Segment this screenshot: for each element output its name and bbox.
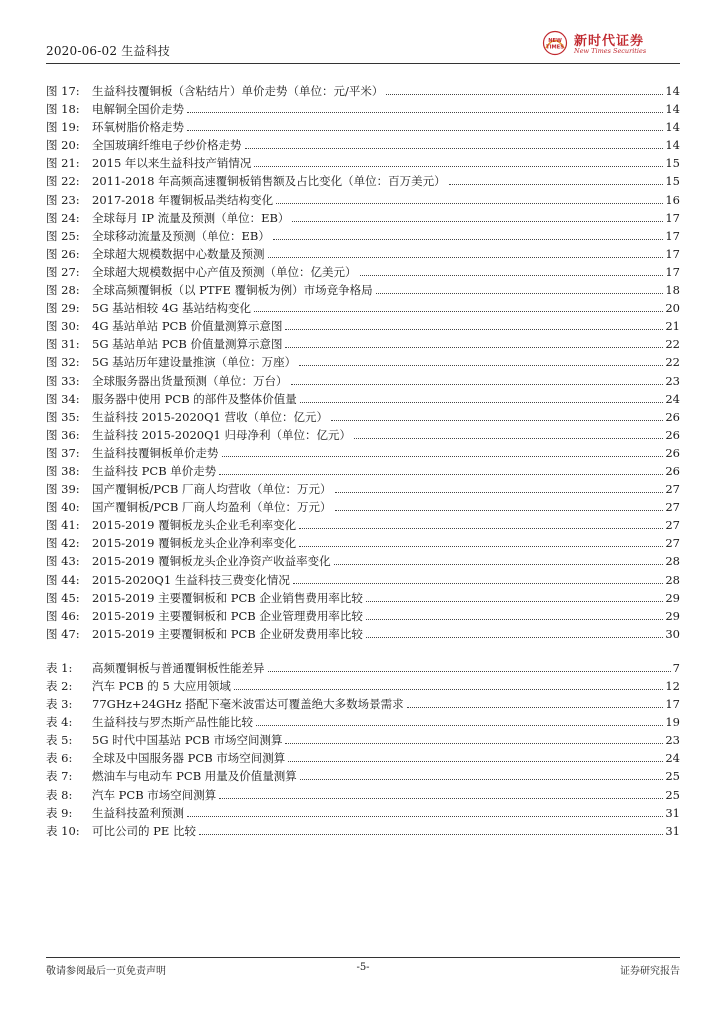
dot-leader: [300, 779, 664, 780]
table-entry-page: 17: [665, 697, 680, 712]
figure-entry[interactable]: [46, 354, 680, 372]
figure-entry-page: 14: [665, 84, 680, 98]
table-of-contents: [46, 83, 680, 841]
dot-leader: [285, 329, 663, 330]
figure-entry-title: 2015-2019 覆铜板龙头企业净利率变化: [92, 536, 297, 551]
figure-entry-number: 图 22:: [46, 174, 80, 189]
figure-entry-page: 26: [665, 427, 680, 442]
dot-leader: [366, 601, 663, 602]
figure-entry[interactable]: [46, 463, 680, 481]
figure-entry[interactable]: [46, 409, 680, 427]
figure-entry-title: 全球超大规模数据中心产值及预测（单位：亿美元）: [92, 264, 357, 279]
figure-entry-page: 27: [665, 518, 680, 533]
table-entry-title: 汽车 PCB 的 5 大应用领域: [92, 679, 231, 693]
figure-entry-number: 图 30:: [46, 319, 80, 334]
figure-entry[interactable]: [46, 535, 680, 553]
dot-leader: [449, 184, 664, 185]
figure-entry[interactable]: [46, 210, 680, 228]
figure-entry[interactable]: [46, 101, 680, 119]
figure-entry-number: 图 29:: [46, 301, 80, 316]
figure-entry-number: 图 39:: [46, 482, 80, 497]
figure-entry-title: 2015-2019 覆铜板龙头企业净资产收益率变化: [92, 554, 331, 569]
dot-leader: [291, 384, 664, 385]
figure-entry[interactable]: [46, 590, 680, 608]
dot-leader: [199, 834, 663, 835]
figure-entry-title: 生益科技 PCB 单价走势: [92, 463, 217, 478]
figure-entry[interactable]: [46, 608, 680, 626]
figure-entry-page: 20: [665, 301, 680, 316]
dot-leader: [219, 798, 663, 799]
table-entry-number: 表 8:: [46, 787, 73, 802]
table-entry[interactable]: [46, 732, 680, 750]
brand-subtitle: New Times Securities: [574, 47, 647, 55]
figure-entry[interactable]: [46, 499, 680, 517]
figure-entry[interactable]: [46, 427, 680, 445]
figure-entry-page: 29: [665, 608, 680, 623]
figure-entry-page: 17: [665, 228, 680, 243]
figure-entry-number: 图 36:: [46, 427, 80, 442]
dot-leader: [187, 130, 663, 131]
dot-leader: [293, 583, 664, 584]
figure-entry-number: 图 33:: [46, 373, 80, 388]
dot-leader: [288, 761, 663, 762]
figure-entry-number: 图 31:: [46, 337, 80, 352]
table-entry[interactable]: [46, 823, 680, 841]
figure-entry-page: 18: [665, 283, 680, 298]
figure-entry-title: 5G 基站相较 4G 基站结构变化: [92, 301, 251, 316]
table-entry-number: 表 6:: [46, 751, 73, 766]
dot-leader: [366, 637, 663, 638]
figure-entry-page: 15: [665, 156, 680, 171]
figure-entry-title: 服务器中使用 PCB 的部件及整体价值量: [92, 391, 297, 406]
table-entry[interactable]: [46, 696, 680, 714]
figure-entry-title: 2015-2020Q1 生益科技三费变化情况: [92, 572, 290, 587]
dot-leader: [407, 707, 664, 708]
table-entry[interactable]: [46, 768, 680, 786]
figure-entry-page: 17: [665, 264, 680, 279]
dot-leader: [273, 239, 664, 240]
table-entry-title: 燃油车与电动车 PCB 用量及价值量测算: [92, 769, 297, 784]
figure-entry[interactable]: [46, 246, 680, 264]
figure-entry[interactable]: [46, 336, 680, 354]
figure-entry-number: 图 37:: [46, 445, 80, 460]
figure-entry-number: 图 32:: [46, 355, 80, 370]
figure-entry-page: 16: [665, 192, 680, 207]
figure-entry-number: 图 26:: [46, 246, 80, 261]
brand-logo: [540, 28, 680, 58]
figure-entry-number: 图 17:: [46, 84, 80, 98]
report-type: 证券研究报告: [620, 966, 680, 977]
section-gap: [46, 644, 680, 660]
figure-entry[interactable]: [46, 626, 680, 644]
figure-entry-number: 图 18:: [46, 102, 80, 117]
dot-leader: [285, 743, 663, 744]
table-entry[interactable]: [46, 750, 680, 768]
table-entry-page: 19: [665, 715, 680, 730]
new-times-logo-icon: [540, 30, 570, 56]
table-entry-page: 31: [665, 823, 680, 838]
figure-entry[interactable]: [46, 445, 680, 463]
brand-name: 新时代证券: [574, 34, 645, 49]
table-entry[interactable]: [46, 678, 680, 696]
figure-entry-title: 全国玻璃纤维电子纱价格走势: [92, 138, 242, 153]
dot-leader: [268, 671, 671, 672]
figure-entry-number: 图 41:: [46, 518, 80, 533]
figure-entry-number: 图 44:: [46, 572, 80, 587]
figure-entry[interactable]: [46, 83, 680, 101]
figure-entry-title: 国产覆铜板/PCB 厂商人均营收（单位：万元）: [92, 482, 332, 497]
footer-divider: [46, 957, 680, 958]
figure-entry-page: 29: [665, 590, 680, 605]
dot-leader: [268, 257, 664, 258]
dot-leader: [299, 528, 663, 529]
figure-entry-title: 2015-2019 覆铜板龙头企业毛利率变化: [92, 518, 297, 533]
dot-leader: [234, 689, 663, 690]
page-header: [46, 28, 680, 62]
dot-leader: [254, 166, 663, 167]
figure-entry[interactable]: [46, 373, 680, 391]
figure-entry-title: 2011-2018 年高频高速覆铜板销售额及占比变化（单位：百万美元）: [92, 174, 446, 189]
figure-entry-title: 2015-2019 主要覆铜板和 PCB 企业研发费用率比较: [92, 626, 363, 641]
page-number: -5-: [356, 962, 370, 973]
dot-leader: [335, 510, 664, 511]
figure-entry-title: 2015-2019 主要覆铜板和 PCB 企业管理费用率比较: [92, 608, 363, 623]
figure-entry-number: 图 25:: [46, 228, 80, 243]
table-entry-title: 生益科技与罗杰斯产品性能比较: [92, 715, 253, 730]
table-entry-title: 汽车 PCB 市场空间测算: [92, 787, 217, 802]
table-entry-page: 25: [665, 769, 680, 784]
figure-entry-number: 图 19:: [46, 120, 80, 135]
figure-entry[interactable]: [46, 282, 680, 300]
figure-entry[interactable]: [46, 155, 680, 173]
table-entry[interactable]: [46, 787, 680, 805]
table-entry-title: 生益科技盈利预测: [92, 805, 184, 820]
figure-entry[interactable]: [46, 481, 680, 499]
figure-entry[interactable]: [46, 264, 680, 282]
figure-entry-page: 27: [665, 536, 680, 551]
figure-entry-page: 24: [665, 391, 680, 406]
figure-entry-number: 图 46:: [46, 608, 80, 623]
figure-entry-title: 生益科技 2015-2020Q1 营收（单位：亿元）: [92, 409, 328, 424]
figure-entry[interactable]: [46, 391, 680, 409]
figure-entry-page: 28: [665, 572, 680, 587]
figure-entry-title: 全球服务器出货量预测（单位：万台）: [92, 373, 288, 388]
figure-entry-page: 27: [665, 500, 680, 515]
dot-leader: [222, 456, 664, 457]
dot-leader: [360, 275, 664, 276]
figure-entry-number: 图 35:: [46, 409, 80, 424]
table-entry-page: 31: [665, 805, 680, 820]
table-entry[interactable]: [46, 714, 680, 732]
figure-entry-page: 23: [665, 373, 680, 388]
figure-entry-title: 生益科技覆铜板（含粘结片）单价走势（单位：元/平米）: [92, 84, 384, 98]
figure-entry-title: 全球高频覆铜板（以 PTFE 覆铜板为例）市场竞争格局: [92, 283, 373, 298]
dot-leader: [334, 564, 664, 565]
dot-leader: [187, 816, 663, 817]
figure-entry-number: 图 28:: [46, 283, 80, 298]
figure-entry-page: 26: [665, 445, 680, 460]
dot-leader: [335, 492, 664, 493]
figure-entry[interactable]: [46, 300, 680, 318]
dot-leader: [354, 438, 663, 439]
dot-leader: [276, 203, 663, 204]
figure-entry-page: 17: [665, 246, 680, 261]
figure-entry-title: 生益科技覆铜板单价走势: [92, 445, 219, 460]
table-entry-title: 5G 时代中国基站 PCB 市场空间测算: [92, 733, 283, 748]
figure-entry-number: 图 20:: [46, 138, 80, 153]
table-entry-number: 表 7:: [46, 769, 73, 784]
figure-entry-number: 图 45:: [46, 590, 80, 605]
figure-entry-title: 2015 年以来生益科技产销情况: [92, 156, 252, 171]
figure-entry-number: 图 40:: [46, 500, 80, 515]
svg-text:TIMES: TIMES: [546, 44, 564, 51]
figure-entry[interactable]: [46, 119, 680, 137]
dot-leader: [292, 221, 663, 222]
figure-entry-page: 14: [665, 138, 680, 153]
table-entry[interactable]: [46, 660, 680, 678]
dot-leader: [331, 420, 663, 421]
table-entry-title: 高频覆铜板与普通覆铜板性能差异: [92, 660, 265, 675]
table-entry-page: 12: [665, 679, 680, 693]
figure-entry[interactable]: [46, 228, 680, 246]
table-entry-title: 可比公司的 PE 比较: [92, 823, 196, 838]
figure-entry-title: 全球移动流量及预测（单位：EB）: [92, 228, 270, 243]
figure-entry[interactable]: [46, 318, 680, 336]
table-entry-number: 表 2:: [46, 679, 73, 693]
figure-entry-title: 全球每月 IP 流量及预测（单位：EB）: [92, 210, 290, 225]
figure-entry-page: 14: [665, 120, 680, 135]
dot-leader: [285, 347, 663, 348]
figure-entry-title: 全球超大规模数据中心数量及预测: [92, 246, 265, 261]
figure-entry-page: 21: [665, 319, 680, 334]
figure-entry-page: 26: [665, 463, 680, 478]
dot-leader: [366, 619, 663, 620]
figure-entry[interactable]: [46, 572, 680, 590]
figure-list: [46, 83, 680, 644]
table-entry-number: 表 9:: [46, 805, 73, 820]
figure-entry-page: 15: [665, 174, 680, 189]
dot-leader: [386, 94, 663, 95]
dot-leader: [300, 402, 664, 403]
figure-entry-number: 图 34:: [46, 391, 80, 406]
dot-leader: [254, 311, 663, 312]
figure-entry-page: 22: [665, 337, 680, 352]
figure-entry-page: 17: [665, 210, 680, 225]
figure-entry-number: 图 38:: [46, 463, 80, 478]
figure-entry[interactable]: [46, 192, 680, 210]
figure-entry-number: 图 43:: [46, 554, 80, 569]
table-entry-page: 7: [672, 660, 680, 675]
dot-leader: [299, 546, 663, 547]
figure-entry[interactable]: [46, 517, 680, 535]
table-entry-number: 表 3:: [46, 697, 73, 712]
figure-entry-title: 5G 基站单站 PCB 价值量测算示意图: [92, 337, 283, 352]
figure-entry-page: 30: [665, 626, 680, 641]
table-entry-page: 25: [665, 787, 680, 802]
figure-entry-page: 22: [665, 355, 680, 370]
figure-entry-number: 图 24:: [46, 210, 80, 225]
figure-entry-title: 2017-2018 年覆铜板品类结构变化: [92, 192, 274, 207]
table-entry-number: 表 10:: [46, 823, 80, 838]
dot-leader: [187, 112, 663, 113]
dot-leader: [299, 365, 663, 366]
figure-entry-number: 图 23:: [46, 192, 80, 207]
table-entry-page: 24: [665, 751, 680, 766]
figure-entry-number: 图 42:: [46, 536, 80, 551]
dot-leader: [219, 474, 663, 475]
dot-leader: [376, 293, 664, 294]
figure-entry-title: 2015-2019 主要覆铜板和 PCB 企业销售费用率比较: [92, 590, 363, 605]
figure-entry-page: 14: [665, 102, 680, 117]
figure-entry-number: 图 47:: [46, 626, 80, 641]
figure-entry[interactable]: [46, 137, 680, 155]
table-entry[interactable]: [46, 805, 680, 823]
figure-entry[interactable]: [46, 553, 680, 571]
figure-entry-page: 28: [665, 554, 680, 569]
figure-entry-page: 26: [665, 409, 680, 424]
table-entry-title: 77GHz+24GHz 搭配下毫米波雷达可覆盖绝大多数场景需求: [92, 697, 404, 712]
figure-entry-title: 生益科技 2015-2020Q1 归母净利（单位：亿元）: [92, 427, 351, 442]
dot-leader: [256, 725, 663, 726]
dot-leader: [245, 148, 664, 149]
svg-text:NEW: NEW: [548, 38, 562, 44]
figure-entry-page: 27: [665, 482, 680, 497]
figure-entry-title: 电解铜全国价走势: [92, 102, 184, 117]
table-entry-number: 表 1:: [46, 660, 73, 675]
table-entry-title: 全球及中国服务器 PCB 市场空间测算: [92, 751, 286, 766]
figure-entry-number: 图 21:: [46, 156, 80, 171]
table-entry-number: 表 5:: [46, 733, 73, 748]
table-list: [46, 660, 680, 841]
footer-disclaimer: 敬请参阅最后一页免责声明: [46, 966, 166, 977]
header-date-company: 2020-06-02 生益科技: [46, 44, 171, 58]
table-entry-page: 23: [665, 733, 680, 748]
figure-entry-title: 环氧树脂价格走势: [92, 120, 184, 135]
figure-entry-title: 5G 基站历年建设量推演（单位：万座）: [92, 355, 297, 370]
figure-entry-title: 国产覆铜板/PCB 厂商人均盈利（单位：万元）: [92, 500, 332, 515]
figure-entry[interactable]: [46, 173, 680, 191]
header-divider: [46, 63, 680, 64]
figure-entry-number: 图 27:: [46, 264, 80, 279]
table-entry-number: 表 4:: [46, 715, 73, 730]
figure-entry-title: 4G 基站单站 PCB 价值量测算示意图: [92, 319, 283, 334]
